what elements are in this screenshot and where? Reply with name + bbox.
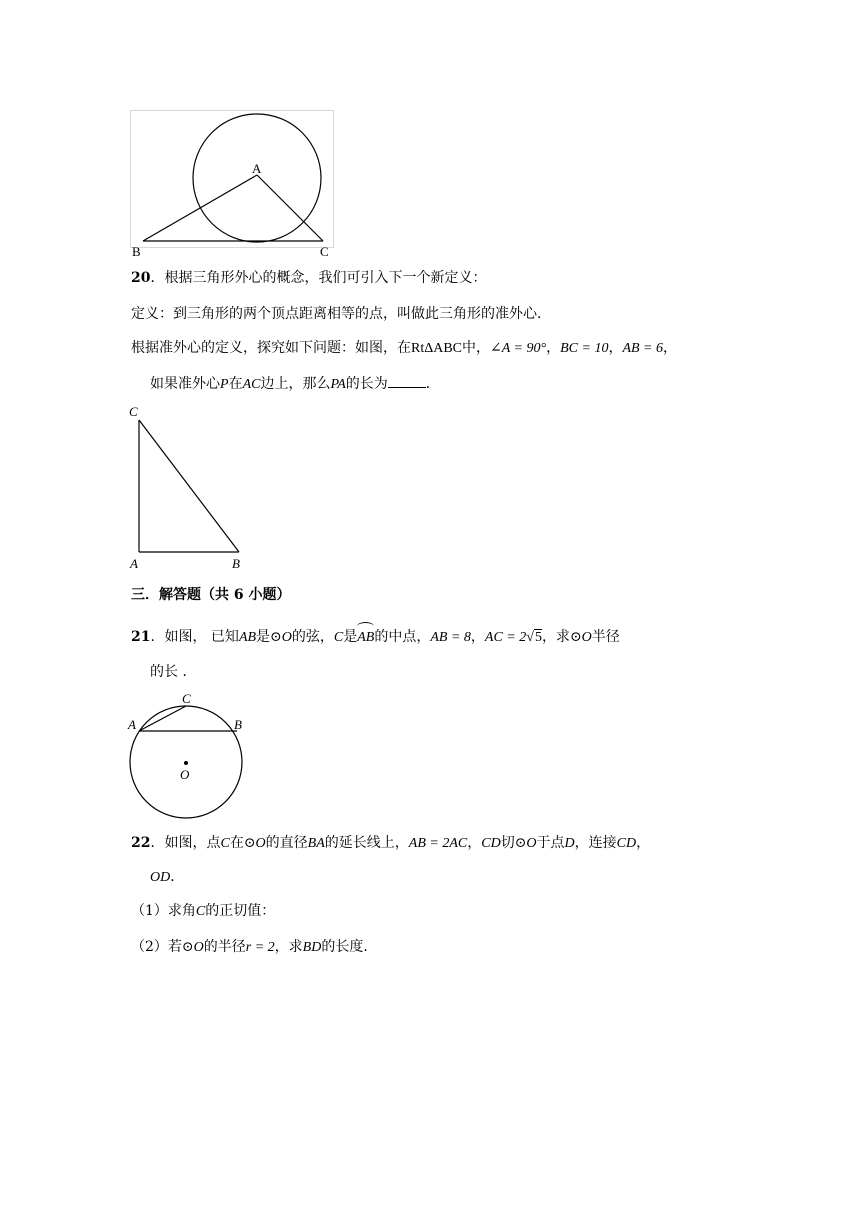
label-c: C <box>320 244 329 259</box>
q22-line1 <box>131 833 650 854</box>
q21-number: 21 <box>131 629 151 645</box>
figure-frame <box>131 111 334 248</box>
q21-arc-ab: AB <box>357 628 374 648</box>
q22-comma2: ， <box>636 835 651 851</box>
q22-part2-bd: BD <box>302 940 322 955</box>
q22-part2-eq: r = 2 <box>245 940 275 955</box>
q21-text-e: 的中点， <box>374 629 431 645</box>
q20-line2 <box>150 373 440 395</box>
segment-ab <box>143 175 257 241</box>
q22-part1-text-b: 的正切值： <box>205 903 276 919</box>
q22-text-c: 的直径 <box>265 835 308 851</box>
q21-text-f: ，求 <box>541 629 570 645</box>
q20-text-c: 如果准外心 <box>150 376 220 392</box>
q20-text-a: 根据准外心的定义，探究如下问题：如图，在 <box>131 340 411 356</box>
q22-od: OD <box>150 870 171 885</box>
q21-comma: ， <box>470 629 485 645</box>
q21-line2: 的长 ． <box>150 664 197 680</box>
sqrt-sign: √ <box>526 630 534 645</box>
q20-text-f: 的长为 <box>345 376 388 392</box>
section-heading: 三．解答题（共 6 小题） <box>131 587 291 603</box>
q20-intro-text: ．根据三角形外心的概念，我们可引入下一个新定义： <box>150 270 487 286</box>
q20-ac: AC <box>242 377 261 392</box>
q21-text-b: 是 <box>256 629 271 645</box>
q22-d: D <box>564 836 575 851</box>
q22-part2 <box>131 937 377 958</box>
q20-text-b: 中， <box>462 340 491 356</box>
label-o: O <box>180 767 190 782</box>
q21-text-c: 的弦， <box>291 629 334 645</box>
q22-comma1: ， <box>467 835 482 851</box>
label-b: B <box>132 244 141 259</box>
q20-comma3: ， <box>663 340 678 356</box>
center-point <box>184 761 188 765</box>
label-a: A <box>130 556 138 571</box>
q21-circle-o: ⊙O <box>270 630 292 645</box>
q20-period: ． <box>425 376 440 392</box>
label-b: B <box>234 717 242 732</box>
figure-right-triangle <box>128 402 248 572</box>
q20-comma2: ， <box>608 340 623 356</box>
q22-cd: CD <box>481 836 501 851</box>
q20-number: 20 <box>131 270 151 286</box>
q22-text-g: ，连接 <box>574 835 617 851</box>
q20-text-d: 在 <box>228 376 243 392</box>
q22-part1-c: C <box>195 904 206 919</box>
label-a: A <box>128 717 136 732</box>
q21-ab: AB <box>238 630 257 645</box>
q20-angle: ∠A = 90° <box>490 341 547 356</box>
q20-comma1: ， <box>546 340 561 356</box>
q22-circle-o2: ⊙O <box>514 836 537 851</box>
q20-p: P <box>220 377 229 392</box>
label-c: C <box>182 691 191 706</box>
q22-ba: BA <box>307 836 325 851</box>
label-c: C <box>129 404 138 419</box>
q22-text-a: ．如图，点 <box>150 835 221 851</box>
answer-blank <box>388 373 426 388</box>
q22-text-b: 在 <box>229 835 244 851</box>
q20-ab: AB = 6 <box>622 341 664 356</box>
q20-rt: Rt <box>411 341 425 356</box>
q22-part2-circle-o: ⊙O <box>181 940 204 955</box>
q21-circle-o2: ⊙O <box>569 630 592 645</box>
segment-cb <box>139 420 239 552</box>
q22-line2 <box>150 867 184 888</box>
q22-text-f: 于点 <box>536 835 565 851</box>
q20-definition: 定义：到三角形的两个顶点距离相等的点，叫做此三角形的准外心． <box>131 306 551 322</box>
q21-text-a: ．如图， 已知 <box>150 629 239 645</box>
q20-text-e: 边上，那么 <box>260 376 331 392</box>
q22-number: 22 <box>131 835 151 851</box>
q22-c: C <box>220 836 230 851</box>
q21-c: C <box>333 630 344 645</box>
q21-text-d: 是 <box>343 629 358 645</box>
q22-part1 <box>131 901 275 922</box>
q22-cd2: CD <box>616 836 637 851</box>
q22-circle-o: ⊙O <box>243 836 266 851</box>
q20-bc: BC = 10 <box>560 341 609 356</box>
q21-eq-ac: AC = 2 <box>484 630 527 645</box>
q22-part2-text-a: （2）若 <box>131 939 182 955</box>
circle-a <box>193 114 321 242</box>
q22-part2-text-c: ，求 <box>274 939 303 955</box>
q22-part1-text-a: （1）求角 <box>131 903 196 919</box>
figure-circle-triangle <box>130 110 335 260</box>
label-b: B <box>232 556 240 571</box>
q22-part2-text-b: 的半径 <box>203 939 246 955</box>
q20-line1 <box>131 338 677 359</box>
q20-pa: PA <box>330 377 346 392</box>
q21-eq-ab: AB = 8 <box>430 630 471 645</box>
q22-text-d: 的延长线上， <box>324 835 409 851</box>
q22-eq: AB = 2AC <box>408 836 468 851</box>
q22-period: ． <box>170 869 185 885</box>
label-a: A <box>252 161 262 176</box>
q20-abc: ΔABC <box>424 341 463 356</box>
q22-text-e: 切 <box>500 835 515 851</box>
q21-line1 <box>131 627 620 648</box>
q22-part2-text-d: 的长度． <box>321 939 378 955</box>
figure-circle-chord <box>124 688 254 823</box>
q21-text-g: 半径 <box>591 629 620 645</box>
segment-ac <box>139 706 186 731</box>
q21-sqrt-value: 5 <box>534 630 542 645</box>
q20-intro <box>131 268 486 288</box>
